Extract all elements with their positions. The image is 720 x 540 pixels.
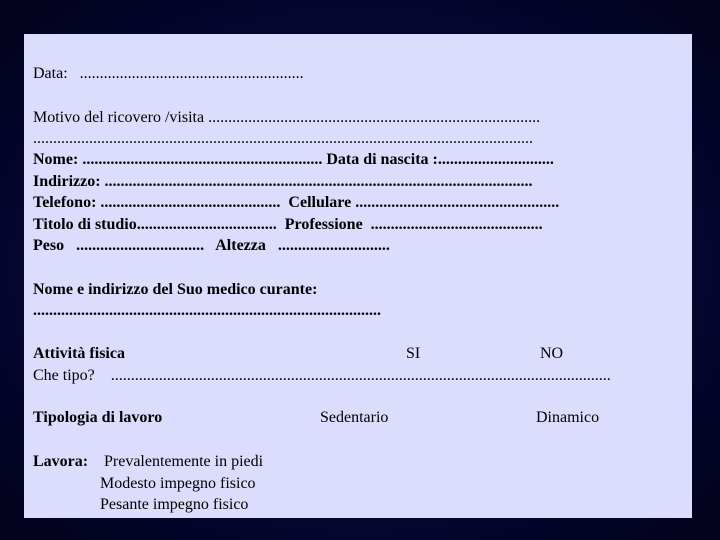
dinamico-option[interactable]: Dinamico bbox=[536, 409, 600, 426]
telefono-label: Telefono: bbox=[33, 194, 97, 211]
telefono-field[interactable]: ............................................. bbox=[100, 194, 281, 211]
nome-label: Nome: bbox=[33, 151, 79, 168]
indirizzo-row bbox=[33, 172, 533, 192]
lavora-option-piedi[interactable]: Prevalentemente in piedi bbox=[104, 453, 264, 470]
tipo-row bbox=[33, 366, 611, 386]
nome-row bbox=[33, 150, 554, 170]
medico-row bbox=[33, 280, 317, 300]
indirizzo-label: Indirizzo: bbox=[33, 173, 101, 190]
tipo-label: Che tipo? bbox=[33, 367, 95, 384]
tipo-field[interactable]: ............................................................................................................................. bbox=[110, 367, 611, 384]
medico-field[interactable]: ....................................................................................... bbox=[33, 302, 381, 319]
nascita-label: Data di nascita : bbox=[326, 151, 438, 168]
motivo-label: Motivo del ricovero /visita bbox=[33, 109, 205, 126]
motivo-row-2 bbox=[33, 129, 533, 149]
cellulare-label: Cellulare bbox=[288, 194, 352, 211]
studio-field[interactable]: ................................... bbox=[136, 216, 277, 233]
data-label: Data: bbox=[33, 65, 68, 82]
sedentario-option[interactable]: Sedentario bbox=[320, 409, 389, 426]
medico-row-2 bbox=[33, 301, 381, 321]
professione-label: Professione bbox=[284, 216, 363, 233]
motivo-field[interactable]: ................................................................................... bbox=[208, 109, 541, 126]
altezza-label: Altezza bbox=[215, 237, 266, 254]
peso-row bbox=[33, 236, 390, 256]
attivita-label: Attività fisica bbox=[33, 345, 125, 362]
peso-field[interactable]: ................................ bbox=[76, 237, 205, 254]
telefono-row bbox=[33, 193, 559, 213]
lavora-option-modesto[interactable]: Modesto impegno fisico bbox=[100, 475, 256, 492]
studio-row bbox=[33, 215, 543, 235]
professione-field[interactable]: ........................................... bbox=[370, 216, 543, 233]
peso-label: Peso bbox=[33, 237, 65, 254]
tipologia-label: Tipologia di lavoro bbox=[33, 409, 163, 426]
lavora-option-pesante[interactable]: Pesante impegno fisico bbox=[100, 496, 249, 513]
motivo-field-2[interactable]: ............................................................................................................................. bbox=[33, 130, 533, 147]
medico-label: Nome e indirizzo del Suo medico curante: bbox=[33, 281, 318, 298]
attivita-si-option[interactable]: SI bbox=[406, 345, 421, 362]
data-row bbox=[33, 64, 304, 84]
altezza-field[interactable]: ............................ bbox=[277, 237, 390, 254]
nome-field[interactable]: ............................................................ bbox=[82, 151, 323, 168]
attivita-no-option[interactable]: NO bbox=[540, 345, 564, 362]
motivo-row bbox=[33, 108, 540, 128]
indirizzo-field[interactable]: ........................................................................................................... bbox=[104, 173, 533, 190]
nascita-field[interactable]: ............................. bbox=[437, 151, 554, 168]
lavora-label: Lavora: bbox=[33, 453, 89, 470]
cellulare-field[interactable]: ................................................... bbox=[355, 194, 560, 211]
data-field[interactable]: ........................................................ bbox=[79, 65, 304, 82]
studio-label: Titolo di studio bbox=[33, 216, 137, 233]
form-slide bbox=[24, 34, 692, 518]
